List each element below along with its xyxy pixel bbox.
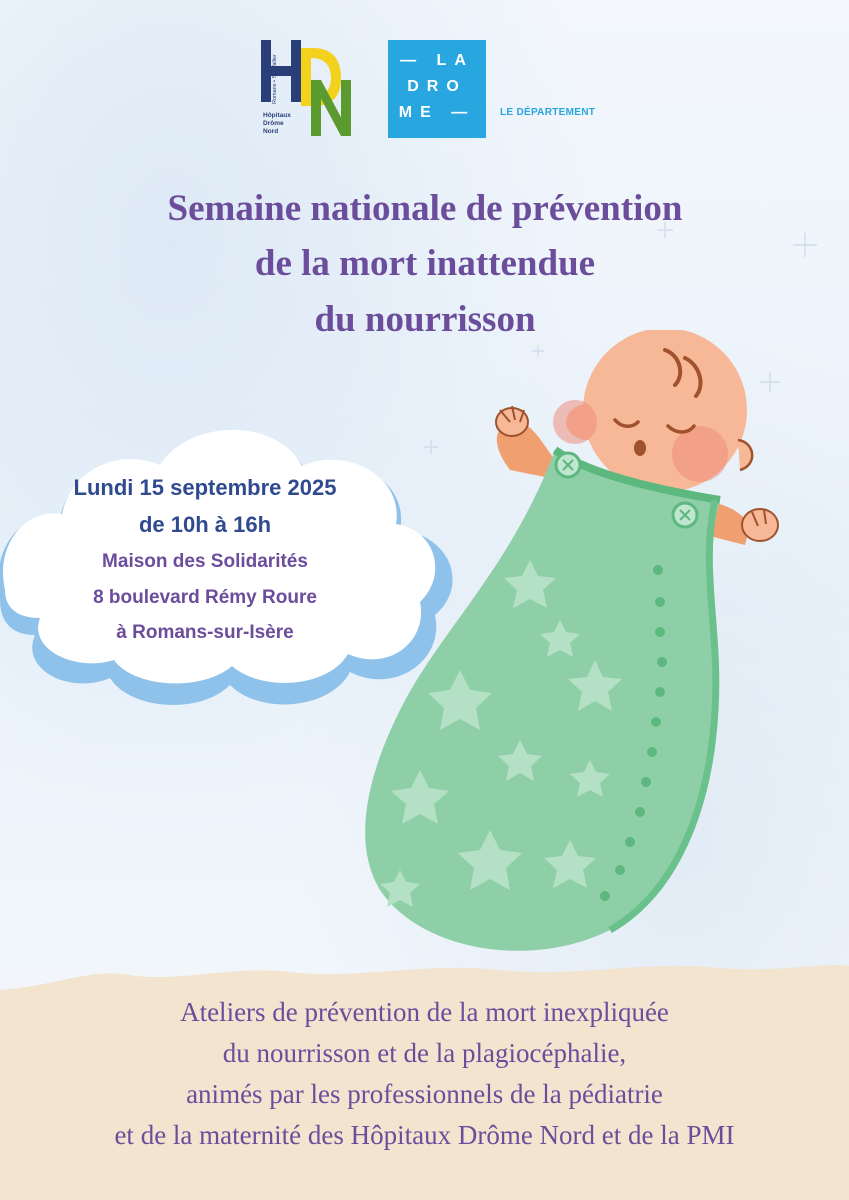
footer-line-4: et de la maternité des Hôpitaux Drôme Nord et de la PMI — [114, 1120, 735, 1150]
footer-line-3: animés par les professionnels de la pédiatrie — [186, 1079, 663, 1109]
la-drome-logo — [388, 40, 486, 138]
footer-line-1: Ateliers de prévention de la mort inexpliquée — [180, 997, 669, 1027]
baby-right-hand — [742, 509, 778, 541]
event-address: 8 boulevard Rémy Roure — [93, 587, 317, 608]
hdn-logo-text-1: Hôpitaux — [263, 112, 291, 119]
hdn-logo-text-2: Drôme — [263, 120, 284, 127]
department-label: LE DÉPARTEMENT — [500, 107, 596, 118]
drome-logo-line-3: ME — — [398, 104, 476, 121]
title-line-1: Semaine nationale de prévention — [167, 188, 683, 229]
event-date: Lundi 15 septembre 2025 — [73, 475, 337, 500]
hdn-logo-vertical-text: Romans • S^t-Vallier — [272, 54, 278, 104]
baby-left-hand — [496, 406, 528, 436]
sleeping-baby-illustration — [360, 330, 790, 960]
event-city: à Romans-sur-Isère — [116, 622, 294, 643]
title-line-3: du nourrisson — [314, 299, 536, 340]
hdn-logo-text-3: Nord — [263, 128, 279, 135]
event-venue: Maison des Solidarités — [102, 551, 308, 572]
event-hours: de 10h à 16h — [138, 512, 272, 537]
title-line-2: de la mort inattendue — [254, 243, 596, 284]
footer-line-2: du nourrisson et de la plagiocéphalie, — [222, 1038, 627, 1068]
drome-logo-line-2: DRO — [407, 78, 467, 95]
drome-logo-line-1: — LA — [400, 52, 474, 69]
